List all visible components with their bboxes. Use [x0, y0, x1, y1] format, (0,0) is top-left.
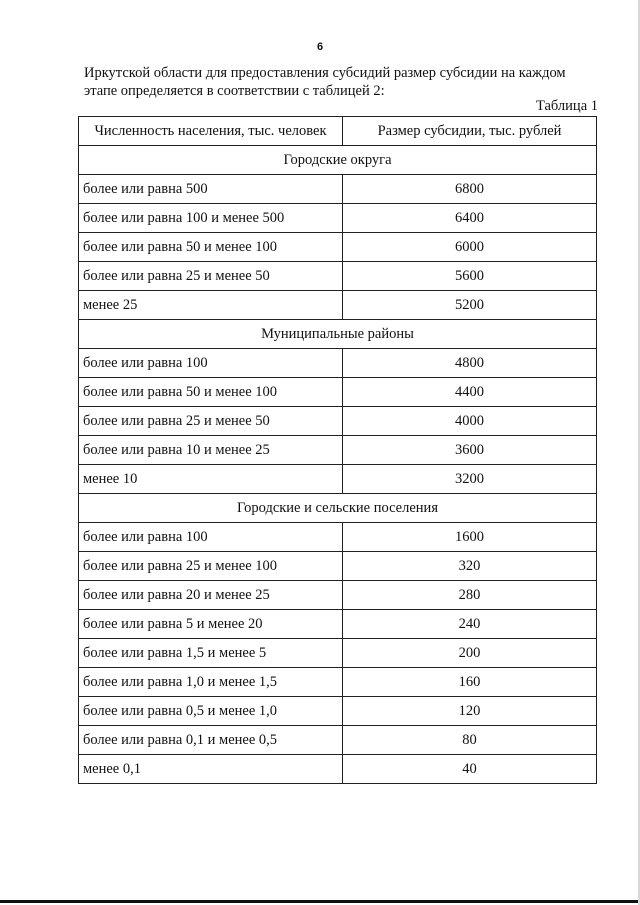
table-row: [79, 610, 597, 639]
header-population: Численность населения, тыс. человек: [79, 117, 343, 146]
population-cell: более или равна 100: [79, 523, 343, 552]
subsidy-cell: 6800: [343, 175, 597, 204]
table-row: [79, 639, 597, 668]
section-row: [79, 320, 597, 349]
population-cell: менее 10: [79, 465, 343, 494]
population-cell: более или равна 25 и менее 50: [79, 262, 343, 291]
table-row: [79, 204, 597, 233]
table-row: [79, 349, 597, 378]
population-cell: менее 25: [79, 291, 343, 320]
table-row: [79, 233, 597, 262]
population-cell: более или равна 100 и менее 500: [79, 204, 343, 233]
subsidy-cell: 5600: [343, 262, 597, 291]
population-cell: более или равна 25 и менее 50: [79, 407, 343, 436]
page-number: 6: [316, 41, 324, 53]
population-cell: более или равна 50 и менее 100: [79, 378, 343, 407]
population-cell: более или равна 1,0 и менее 1,5: [79, 668, 343, 697]
subsidy-cell: 3200: [343, 465, 597, 494]
population-cell: более или равна 50 и менее 100: [79, 233, 343, 262]
population-cell: более или равна 25 и менее 100: [79, 552, 343, 581]
subsidy-cell: 120: [343, 697, 597, 726]
table-row: [79, 668, 597, 697]
subsidy-cell: 1600: [343, 523, 597, 552]
table-row: [79, 291, 597, 320]
population-cell: менее 0,1: [79, 755, 343, 784]
subsidy-cell: 200: [343, 639, 597, 668]
scan-bottom-border: [0, 900, 640, 903]
subsidy-cell: 80: [343, 726, 597, 755]
table-row: [79, 407, 597, 436]
intro-paragraph: [84, 64, 604, 100]
table-row: [79, 378, 597, 407]
subsidy-cell: 280: [343, 581, 597, 610]
subsidy-cell: 4000: [343, 407, 597, 436]
population-cell: более или равна 0,5 и менее 1,0: [79, 697, 343, 726]
section-title: Городские и сельские поселения: [79, 494, 597, 523]
table-header-row: [79, 117, 597, 146]
table-row: [79, 436, 597, 465]
population-cell: более или равна 10 и менее 25: [79, 436, 343, 465]
population-cell: более или равна 100: [79, 349, 343, 378]
table-row: [79, 697, 597, 726]
population-cell: более или равна 20 и менее 25: [79, 581, 343, 610]
table-row: [79, 262, 597, 291]
table-row: [79, 726, 597, 755]
intro-line-2: этапе определяется в соответствии с таблицей 2:: [84, 83, 385, 99]
table-row: [79, 175, 597, 204]
subsidy-table: [78, 116, 597, 784]
subsidy-cell: 4400: [343, 378, 597, 407]
subsidy-cell: 40: [343, 755, 597, 784]
section-row: [79, 146, 597, 175]
subsidy-cell: 5200: [343, 291, 597, 320]
intro-line-1: Иркутской области для предоставления субсидий размер субсидии на каждом: [84, 65, 566, 81]
subsidy-cell: 3600: [343, 436, 597, 465]
subsidy-cell: 6400: [343, 204, 597, 233]
table-row: [79, 552, 597, 581]
section-title: Муниципальные районы: [79, 320, 597, 349]
population-cell: более или равна 0,1 и менее 0,5: [79, 726, 343, 755]
subsidy-cell: 320: [343, 552, 597, 581]
section-row: [79, 494, 597, 523]
table-row: [79, 465, 597, 494]
population-cell: более или равна 1,5 и менее 5: [79, 639, 343, 668]
table-body: [79, 146, 597, 784]
subsidy-cell: 160: [343, 668, 597, 697]
population-cell: более или равна 5 и менее 20: [79, 610, 343, 639]
subsidy-cell: 6000: [343, 233, 597, 262]
table-row: [79, 581, 597, 610]
table-row: [79, 755, 597, 784]
subsidy-cell: 4800: [343, 349, 597, 378]
header-subsidy: Размер субсидии, тыс. рублей: [343, 117, 597, 146]
table-row: [79, 523, 597, 552]
table-caption: Таблица 1: [535, 98, 598, 114]
subsidy-cell: 240: [343, 610, 597, 639]
section-title: Городские округа: [79, 146, 597, 175]
population-cell: более или равна 500: [79, 175, 343, 204]
